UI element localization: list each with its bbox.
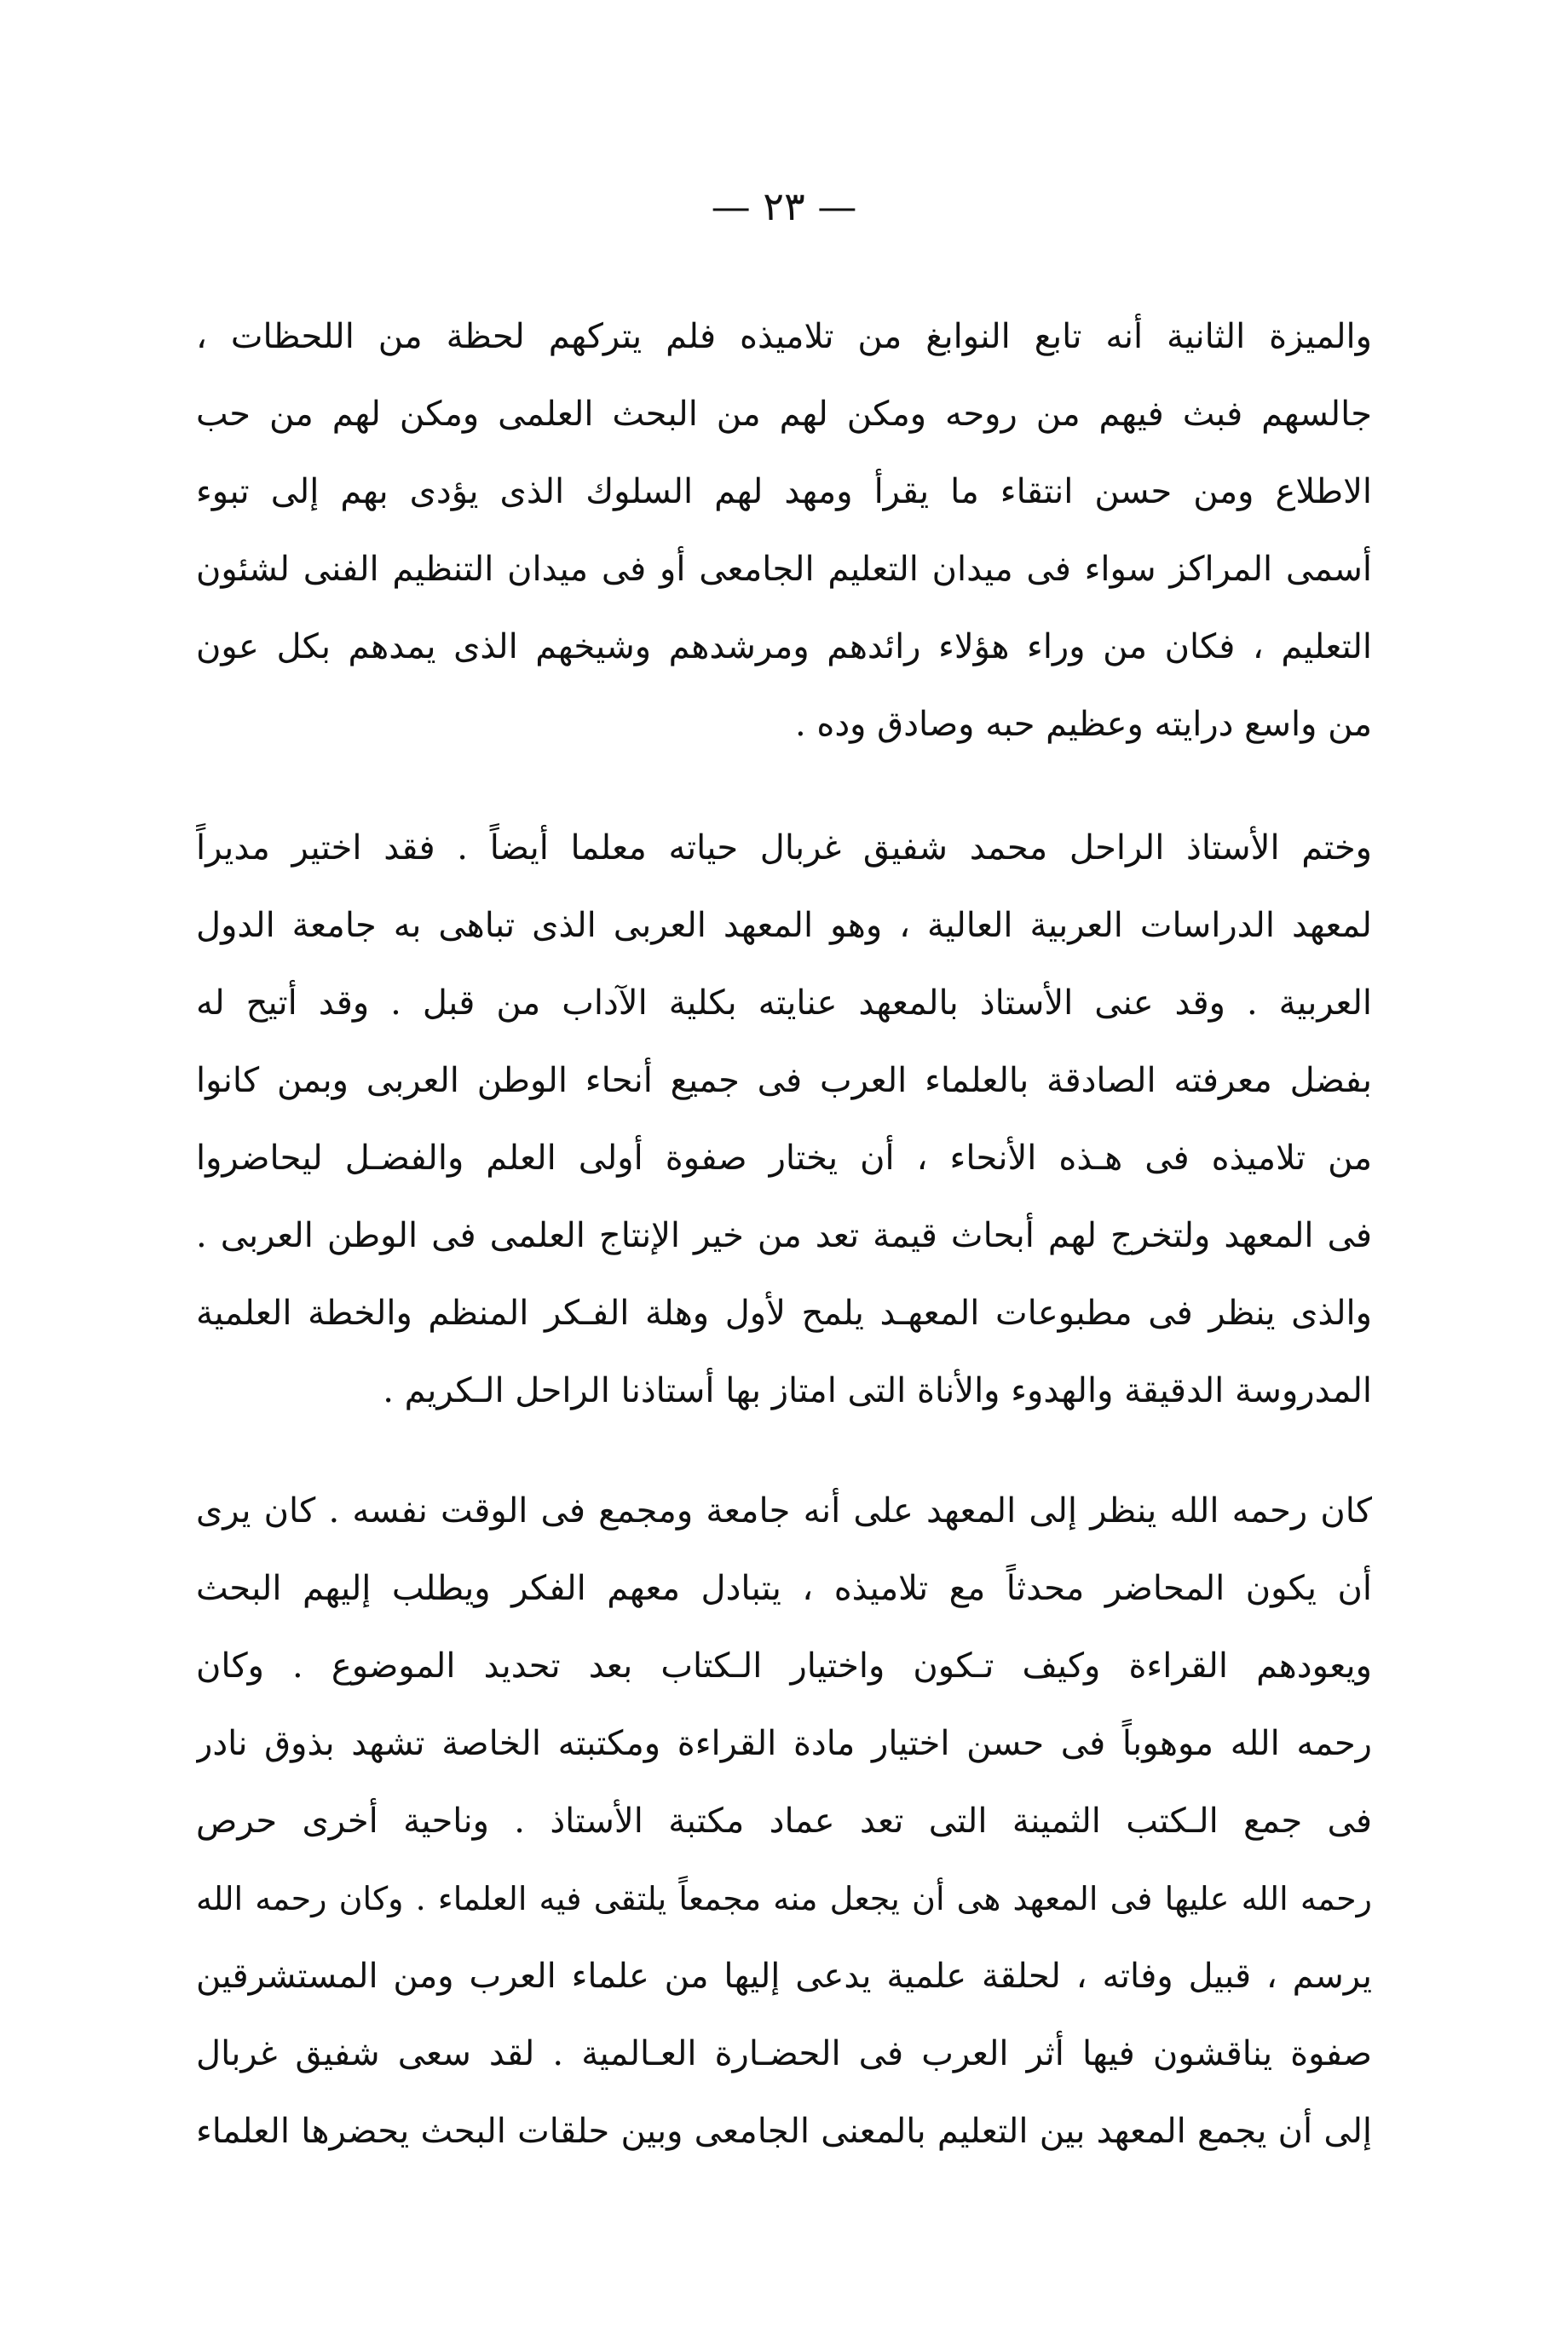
paragraph-line: لمعهد الدراسات العربية العالية ، وهو المعهد العربى الذى تباهى به جامعة الدول: [196, 906, 1372, 945]
paragraph-3: [196, 1473, 1372, 2171]
paragraph-line: والميزة الثانية أنه تابع النوابغ من تلاميذه فلم يتركهم لحظة من اللحظات ،: [196, 317, 1372, 356]
paragraph-line: من تلاميذه فى هـذه الأنحاء ، أن يختار صفوة أولى العلم والفضـل ليحاضروا: [196, 1139, 1372, 1178]
paragraph-line: بفضل معرفته الصادقة بالعلماء العرب فى جميع أنحاء الوطن العربى وبمن كانوا: [196, 1061, 1372, 1100]
paragraph-line: فى جمع الـكتب الثمينة التى تعد عماد مكتبة الأستاذ . وناحية أخرى حرص: [196, 1802, 1372, 1841]
paragraph-line: والذى ينظر فى مطبوعات المعهـد يلمح لأول وهلة الفـكر المنظم والخطة العلمية: [196, 1294, 1372, 1333]
paragraph-1: [196, 298, 1372, 764]
paragraph-line: المدروسة الدقيقة والهدوء والأناة التى امتاز بها أستاذنا الراحل الـكريم .: [383, 1371, 1372, 1410]
paragraph-line: ويعودهم القراءة وكيف تـكون واختيار الـكتاب بعد تحديد الموضوع . وكان: [196, 1646, 1372, 1686]
paragraph-line: أسمى المراكز سواء فى ميدان التعليم الجامعى أو فى ميدان التنظيم الفنى لشئون: [196, 550, 1372, 589]
paragraph-line: يرسم ، قبيل وفاته ، لحلقة علمية يدعى إليها من علماء العرب ومن المستشرقين: [196, 1957, 1372, 1996]
paragraph-line: أن يكون المحاضر محدثاً مع تلاميذه ، يتبادل معهم الفكر ويطلب إليهم البحث: [196, 1569, 1372, 1608]
paragraph-line: إلى أن يجمع المعهد بين التعليم بالمعنى الجامعى وبين حلقات البحث يحضرها العلماء: [196, 2112, 1372, 2151]
paragraph-line: التعليم ، فكان من وراء هؤلاء رائدهم ومرشدهم وشيخهم الذى يمدهم بكل عون: [196, 627, 1372, 666]
page-number: — ٢٣ —: [711, 183, 857, 229]
paragraph-line: رحمه الله عليها فى المعهد هى أن يجعل منه مجمعاً يلتقى فيه العلماء . وكان رحمه الله: [196, 1880, 1372, 1917]
paragraph-line: جالسهم فبث فيهم من روحه ومكن لهم من البحث العلمى ومكن لهم من حب: [196, 395, 1372, 434]
paragraph-line: من واسع درايته وعظيم حبه وصادق وده .: [794, 705, 1372, 744]
paragraph-line: الاطلاع ومن حسن انتقاء ما يقرأ ومهد لهم السلوك الذى يؤدى بهم إلى تبوء: [196, 472, 1372, 511]
paragraph-line: كان رحمه الله ينظر إلى المعهد على أنه جامعة ومجمع فى الوقت نفسه . كان يرى: [196, 1491, 1372, 1531]
paragraph-line: وختم الأستاذ الراحل محمد شفيق غربال حياته معلما أيضاً . فقد اختير مديراً: [196, 828, 1372, 868]
paragraph-line: العربية . وقد عنى الأستاذ بالمعهد عنايته بكلية الآداب من قبل . وقد أتيح له: [196, 983, 1372, 1023]
paragraph-2: [196, 810, 1372, 1430]
paragraph-line: فى المعهد ولتخرج لهم أبحاث قيمة تعد من خير الإنتاج العلمى فى الوطن العربى .: [196, 1216, 1372, 1255]
paragraph-line: رحمه الله موهوباً فى حسن اختيار مادة القراءة ومكتبته الخاصة تشهد بذوق نادر: [196, 1724, 1372, 1763]
paragraph-line: صفوة يناقشون فيها أثر العرب فى الحضـارة العـالمية . لقد سعى شفيق غربال: [196, 2034, 1372, 2073]
